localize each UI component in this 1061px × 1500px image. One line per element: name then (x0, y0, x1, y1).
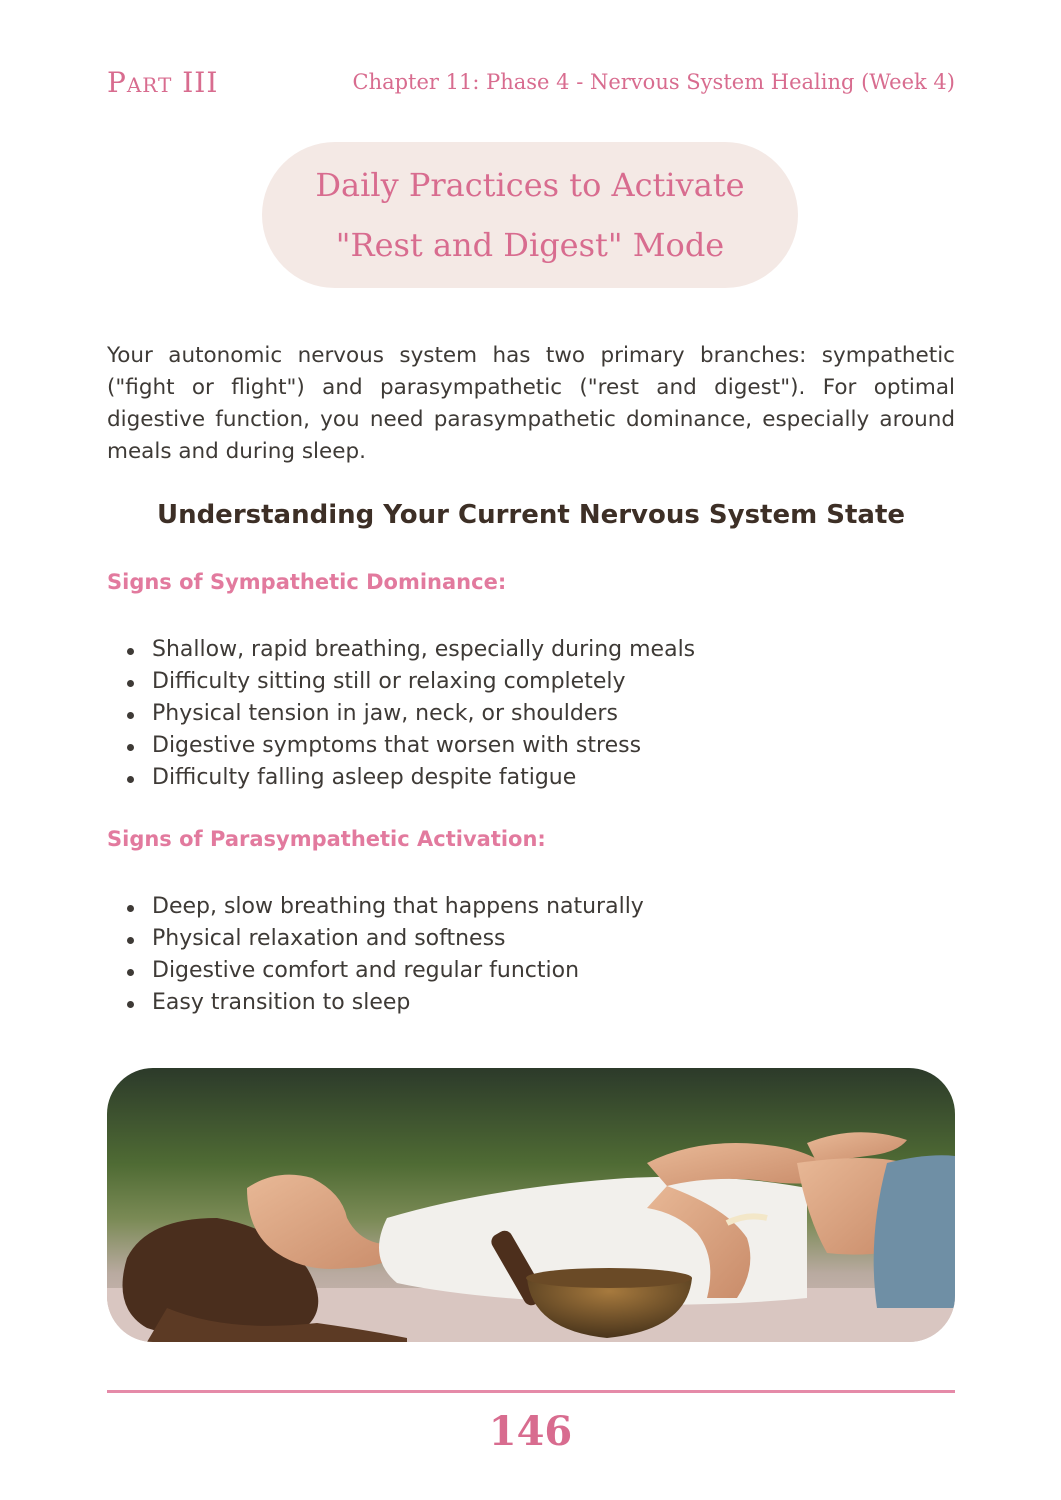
list-item: Easy transition to sleep (107, 987, 644, 1019)
footer-divider (107, 1390, 955, 1393)
list-item: Deep, slow breathing that happens naturally (107, 891, 644, 923)
parasympathetic-heading: Signs of Parasympathetic Activation: (107, 827, 546, 851)
list-item: Digestive comfort and regular function (107, 955, 644, 987)
list-item: Shallow, rapid breathing, especially during meals (107, 634, 695, 666)
part-label: Part III (107, 66, 219, 99)
title-line-2: "Rest and Digest" Mode (335, 226, 725, 264)
woman-lying-with-singing-bowl-illustration (107, 1068, 955, 1342)
sympathetic-list (107, 634, 695, 794)
intro-paragraph: Your autonomic nervous system has two primary branches: sympathetic ("fight or flight") and parasympathetic ("rest and digest"). For optimal digestive function, you need parasympathetic dominance, especially around meals and during sleep. (107, 343, 955, 464)
list-item: Physical tension in jaw, neck, or shoulders (107, 698, 695, 730)
list-item: Difficulty falling asleep despite fatigue (107, 762, 695, 794)
list-item: Digestive symptoms that worsen with stress (107, 730, 695, 762)
relaxation-photo (107, 1068, 955, 1342)
sympathetic-heading: Signs of Sympathetic Dominance: (107, 570, 507, 594)
title-line-1: Daily Practices to Activate (315, 166, 745, 204)
list-item: Physical relaxation and softness (107, 923, 644, 955)
chapter-label: Chapter 11: Phase 4 - Nervous System Healing (Week 4) (352, 70, 955, 94)
title-banner (262, 142, 798, 288)
page-number: 146 (488, 1408, 573, 1455)
parasympathetic-list (107, 891, 644, 1019)
section-heading: Understanding Your Current Nervous System State (156, 500, 906, 530)
list-item: Difficulty sitting still or relaxing completely (107, 666, 695, 698)
